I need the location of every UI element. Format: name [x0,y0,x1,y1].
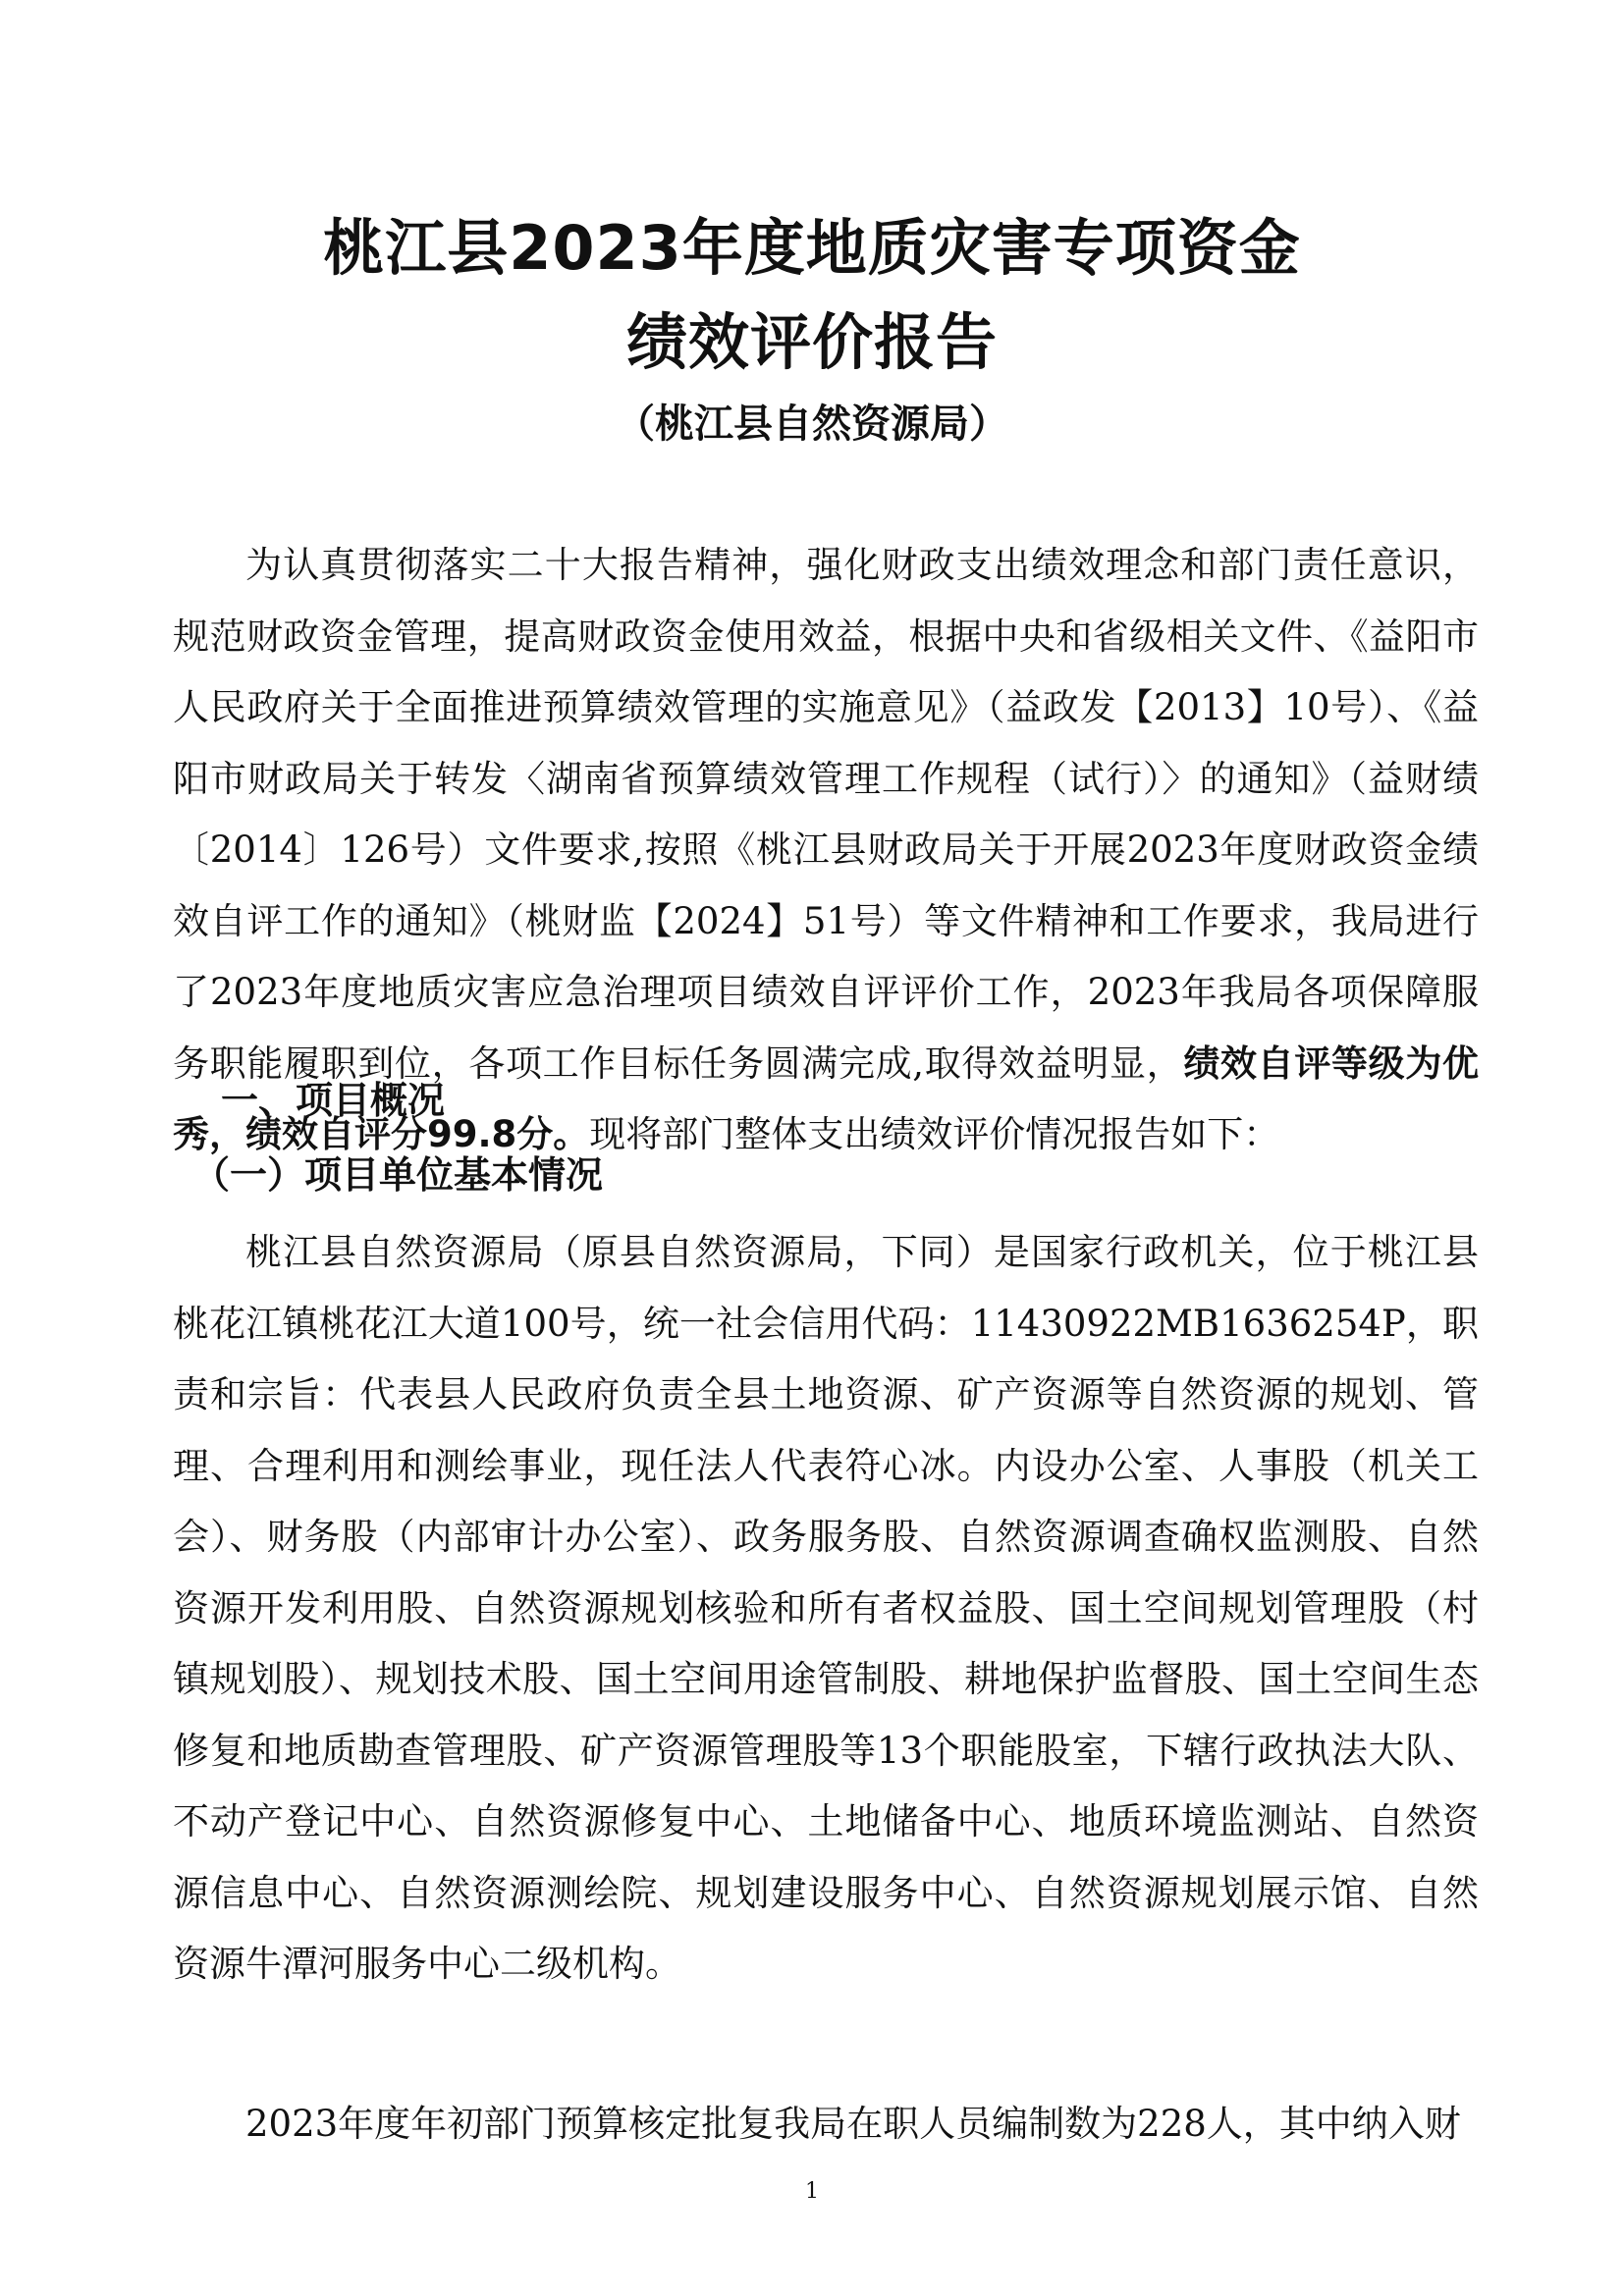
subsection-heading: （一）项目单位基本情况 [192,1153,604,1197]
document-title-line2: 绩效评价报告 [625,306,998,378]
page-number: 1 [805,2179,819,2204]
intro-text-bold: 绩效自评等级为优秀，绩效自评分99.8分。 [173,1041,1480,1155]
intro-text-part2: 现将部门整体支出绩效评价情况报告如下： [589,1113,1280,1155]
intro-paragraph [173,530,1479,1171]
unit-info-paragraph: 桃江县自然资源局（原县自然资源局，下同）是国家行政机关，位于桃江县桃花江镇桃花江大道100号，统一社会信用代码：11430922MB1636254P，职责和宗旨：代表县人民政府负责全县土地资源、矿产资源等自然资源的规划、管理、合理利用和测绘事业，现任法人代表符心冰。内设办公室、人事股（机关工会）、财务股（内部审计办公室）、政务服务股、自然资源调查确权监测股、自然资源开发利用股、自然资源规划核验和所有者权益股、国土空间规划管理股（村镇规划股）、规划技术股、国土空间用途管制股、耕地保护监督股、国土空间生态修复和地质勘查管理股、矿产资源管理股等13个职能股室，下辖行政执法大队、不动产登记中心、自然资源修复中心、土地储备中心、地质环境监测站、自然资源信息中心、自然资源测绘院、规划建设服务中心、自然资源规划展示馆、自然资源牛潭河服务中心二级机构。 [173,1231,1479,1985]
section-heading: 一、项目概况 [221,1079,446,1122]
intro-text-part1: 为认真贯彻落实二十大报告精神，强化财政支出绩效理念和部门责任意识，规范财政资金管理，提高财政资金使用效益，根据中央和省级相关文件、《益阳市人民政府关于全面推进预算绩效管理的实施意见》（益政发【2013】10号）、《益阳市财政局关于转发〈湖南省预算绩效管理工作规程（试行）〉的通知》（益财绩〔2014〕126号）文件要求,按照《桃江县财政局关于开展2023年度财政资金绩效自评工作的通知》（桃财监【2024】51号）等文件精神和工作要求，我局进行了2023年度地质灾害应急治理项目绩效自评评价工作，2023年我局各项保障服务职能履职到位，各项工作目标任务圆满完成,取得效益明显， [173,544,1479,1085]
document-title-line1: 桃江县2023年度地质灾害专项资金 [323,212,1301,284]
staff-paragraph: 2023年度年初部门预算核定批复我局在职人员编制数为228人，其中纳入财 [245,2103,1461,2145]
document-subtitle: （桃江县自然资源局） [616,401,1008,447]
